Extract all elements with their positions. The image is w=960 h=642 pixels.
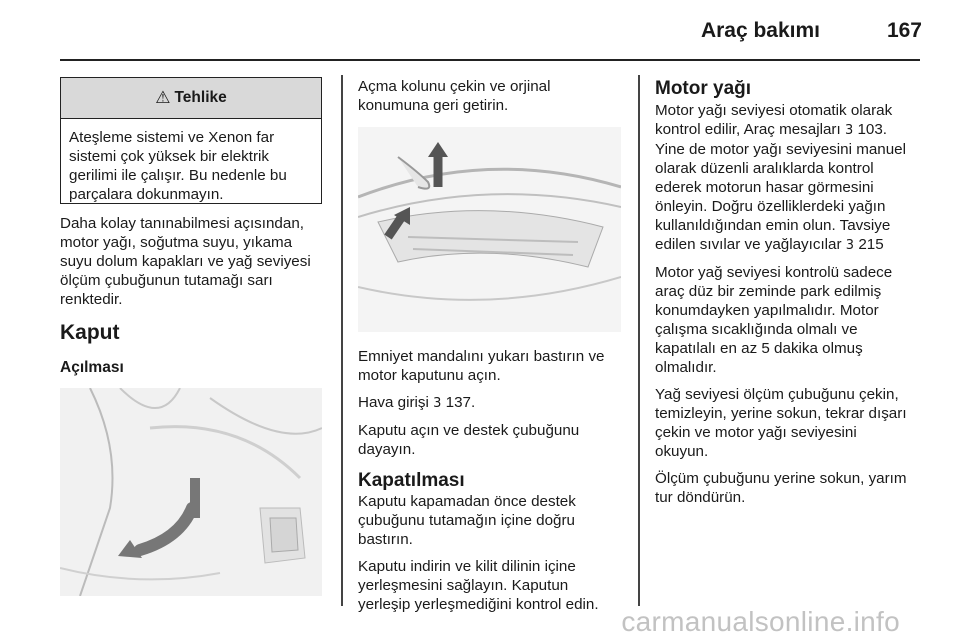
page-reference-icon[interactable]: 3 xyxy=(844,123,854,138)
header-divider xyxy=(60,59,920,61)
text-line: Daha kolay tanınabilmesi açısından, xyxy=(60,215,304,232)
page-reference-link[interactable]: 215 xyxy=(858,236,884,253)
text-line: Ölçüm çubuğunu yerine sokun, yarım xyxy=(655,470,907,487)
warning-title: Tehlike xyxy=(174,89,227,106)
paragraph-markings xyxy=(60,214,335,309)
warning-box xyxy=(60,77,322,204)
text-line: Kaputu açın ve destek çubuğunu xyxy=(358,422,580,439)
text-line: bastırın. xyxy=(358,531,413,548)
text-line: olmalıdır. xyxy=(655,359,717,376)
safety-catch-drawing xyxy=(358,127,621,332)
warning-line: parçalara dokunmayın. xyxy=(69,186,224,203)
text-line: ölçüm çubuğunun tutamağı sarı xyxy=(60,272,273,289)
paragraph-air-intake xyxy=(358,393,630,413)
text-line: yerleşmesini sağlayın. Kaputun xyxy=(358,577,569,594)
page-reference-link[interactable]: 137. xyxy=(445,394,476,411)
column-1 xyxy=(60,214,335,317)
page-number: 167 xyxy=(886,19,922,42)
text-line: araç düz bir zeminde park edilmiş xyxy=(655,283,882,300)
paragraph-level-check xyxy=(655,263,925,377)
paragraph-reinsert xyxy=(655,469,925,507)
column-2-intro xyxy=(358,77,630,123)
text-line: motor kaputunu açın. xyxy=(358,367,501,384)
warning-line: sistemi çok yüksek bir elektrik xyxy=(69,148,270,165)
text-line: olarak düzenli aralıklarda kontrol xyxy=(655,160,874,177)
text-line: Yine de motor yağı seviyesini manuel xyxy=(655,141,907,158)
column-divider-2 xyxy=(638,75,640,606)
text-line: çalışma sıcaklığında olmalı ve xyxy=(655,321,858,338)
paragraph-prop-rod xyxy=(358,421,630,459)
column-divider-1 xyxy=(341,75,343,606)
warning-line: gerilimi ile çalışır. Bu nedenle bu xyxy=(69,167,287,184)
text-segment: kontrol edilir, Araç mesajları xyxy=(655,121,841,138)
text-line: okuyun. xyxy=(655,443,709,460)
text-line: dayayın. xyxy=(358,441,416,458)
page-reference-icon[interactable]: 3 xyxy=(433,396,442,411)
text-line: çekin ve motor yağı seviyesini xyxy=(655,424,857,441)
watermark: carmanualsonline.info xyxy=(621,606,900,637)
paragraph-lever xyxy=(358,77,630,115)
text-line: renktedir. xyxy=(60,291,123,308)
warning-header xyxy=(61,78,321,119)
page-reference-icon[interactable]: 3 xyxy=(845,238,855,253)
text-line: konumuna geri getirin. xyxy=(358,97,509,114)
warning-line: Ateşleme sistemi ve Xenon far xyxy=(69,129,275,146)
text-line: Kaputu indirin ve kilit dilinin içine xyxy=(358,558,576,575)
text-line: kullanıldığından emin olun. Tavsiye xyxy=(655,217,891,234)
text-segment: Hava girişi xyxy=(358,394,429,411)
paragraph-dipstick xyxy=(655,385,925,461)
paragraph-closing-2 xyxy=(358,557,630,614)
column-2 xyxy=(358,347,630,622)
text-line: Yağ seviyesi ölçüm çubuğunu çekin, xyxy=(655,386,899,403)
heading-closing: Kapatılması xyxy=(358,470,465,491)
paragraph-safety-catch xyxy=(358,347,630,385)
column-3 xyxy=(655,79,925,515)
text-line: kapatılalı en az 5 dakika olmuş xyxy=(655,340,863,357)
text-line: Emniyet mandalını yukarı bastırın ve xyxy=(358,348,605,365)
subheading-opening: Açılması xyxy=(60,359,124,376)
section-title: Araç bakımı xyxy=(700,19,820,42)
paragraph-closing-1 xyxy=(358,492,630,549)
text-line: yerleşip yerleşmediğini kontrol edin. xyxy=(358,596,599,613)
text-line: konumdayken yapılmalıdır. Motor xyxy=(655,302,879,319)
heading-kaput: Kaput xyxy=(60,321,120,344)
text-line: çubuğunu tutamağın içine doğru xyxy=(358,512,576,529)
page-reference-link[interactable]: 103. xyxy=(857,121,888,138)
release-lever-drawing xyxy=(60,388,322,596)
text-segment: edilen sıvılar ve yağlayıcılar xyxy=(655,236,842,253)
warning-text xyxy=(61,119,321,204)
text-line: suyu dolum kapakları ve yağ seviyesi xyxy=(60,253,311,270)
text-line: Motor yağ seviyesi kontrolü sadece xyxy=(655,264,893,281)
text-line: önleyin. Doğru özelliklerdeki yağın xyxy=(655,198,886,215)
text-line: Motor yağı seviyesi otomatik olarak xyxy=(655,102,893,119)
heading-engine-oil: Motor yağı xyxy=(655,78,752,99)
text-line: temizleyin, yerine sokun, tekrar dışarı xyxy=(655,405,907,422)
text-line: ederek motorun hasar görmesini xyxy=(655,179,874,196)
warning-triangle-icon: ⚠ xyxy=(155,88,171,107)
text-line: tur döndürün. xyxy=(655,489,746,506)
text-line: Açma kolunu çekin ve orjinal xyxy=(358,78,551,95)
text-line: Kaputu kapamadan önce destek xyxy=(358,493,576,510)
illustration-release-lever xyxy=(60,388,322,596)
paragraph-oil-monitoring xyxy=(655,101,925,255)
text-line: motor yağı, soğutma suyu, yıkama xyxy=(60,234,293,251)
illustration-safety-catch xyxy=(358,127,621,332)
